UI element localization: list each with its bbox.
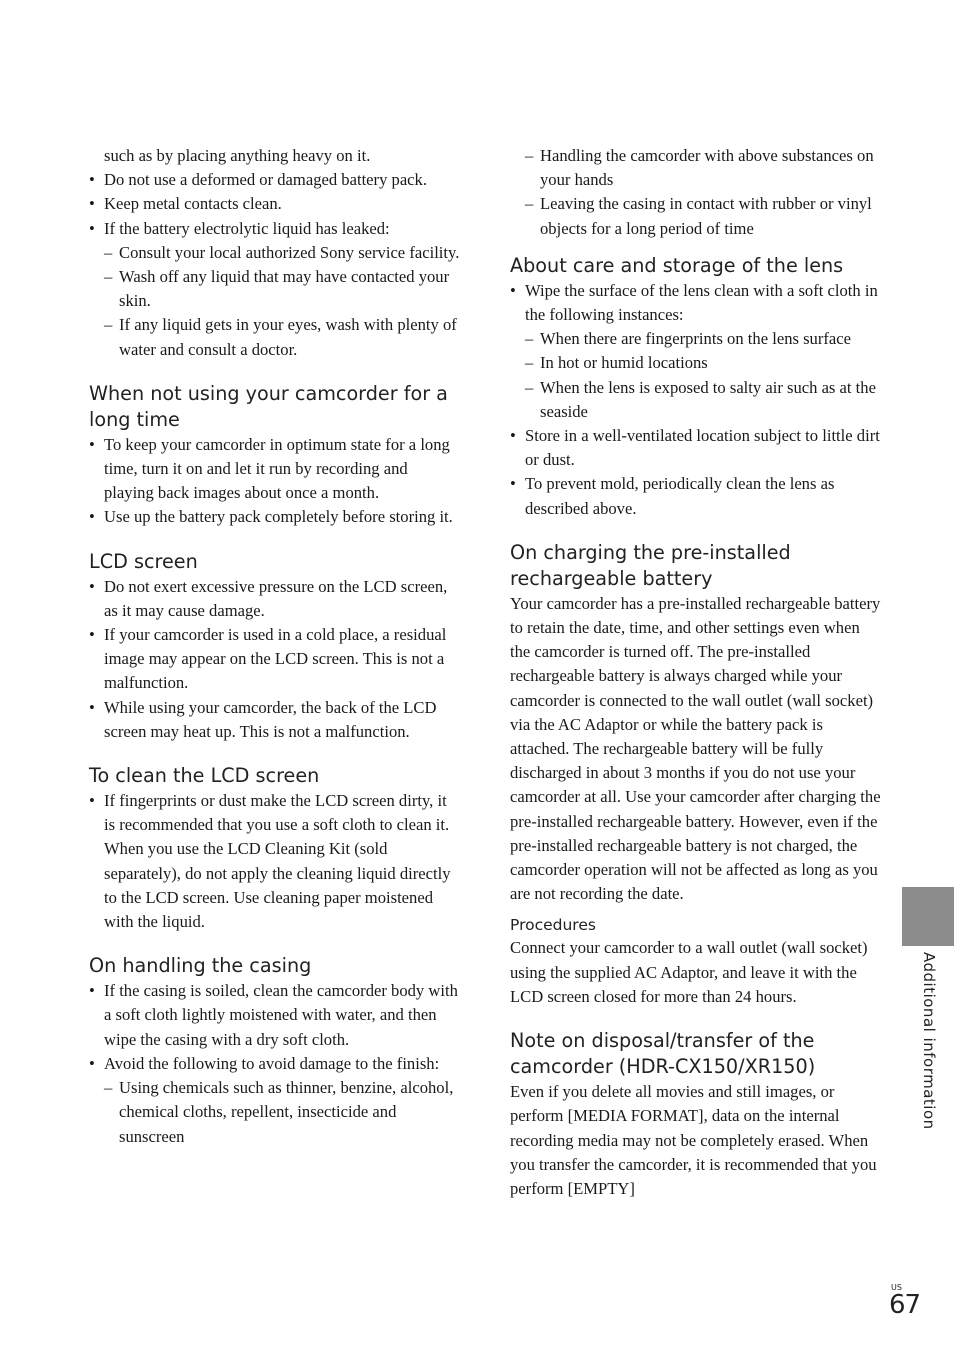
list-item: • Do not use a deformed or damaged battery pack. bbox=[89, 168, 461, 192]
procedures-heading: Procedures bbox=[510, 916, 596, 935]
region-code: US bbox=[891, 1283, 902, 1292]
sub-list-item: – Wash off any liquid that may have contacted your skin. bbox=[89, 265, 461, 313]
section-heading-charging: On charging the pre-installed rechargeable battery bbox=[510, 540, 791, 590]
list-item: • If your camcorder is used in a cold place, a residual image may appear on the LCD screen. This is not a malfunction. bbox=[89, 623, 461, 696]
list-item: • If the casing is soiled, clean the camcorder body with a soft cloth lightly moistened with water, and then wipe the casing with a dry soft cloth. bbox=[89, 979, 461, 1052]
section-heading-long-time: When not using your camcorder for a long time bbox=[89, 381, 448, 431]
sub-list-item: – Using chemicals such as thinner, benzine, alcohol, chemical cloths, repellent, insecticide and sunscreen bbox=[89, 1076, 461, 1149]
section-heading-lcd: LCD screen bbox=[89, 549, 198, 573]
list-item: • If fingerprints or dust make the LCD screen dirty, it is recommended that you use a soft cloth to clean it. When you use the LCD Cleaning Kit (sold separately), do not apply the cleaning liquid directly to the LCD screen. Use cleaning paper moistened with the liquid. bbox=[89, 789, 461, 934]
section-heading-disposal: Note on disposal/transfer of the camcorder (HDR-CX150/XR150) bbox=[510, 1029, 816, 1079]
charging-paragraph: Your camcorder has a pre-installed rechargeable battery to retain the date, time, and other settings even when the camcorder is turned off. The pre-installed rechargeable battery is always charged while your camcorder is connected to the wall outlet (wall socket) via the AC Adaptor or while the battery pack is attached. The rechargeable battery will be fully discharged in about 3 months if you do not use your camcorder at all. Use your camcorder after charging the pre-installed rechargeable battery. However, even if the pre-installed rechargeable battery is not charged, the camcorder operation will not be affected as long as you are not recording the date. bbox=[510, 593, 881, 904]
left-column bbox=[89, 144, 461, 1149]
list-item: • Do not exert excessive pressure on the LCD screen, as it may cause damage. bbox=[89, 575, 461, 623]
section-heading-clean-lcd: To clean the LCD screen bbox=[89, 764, 320, 788]
section-tab-marker bbox=[902, 887, 954, 946]
procedures-paragraph: Connect your camcorder to a wall outlet (wall socket) using the supplied AC Adaptor, and leave it with the LCD screen closed for more than 24 hours. bbox=[510, 938, 868, 1006]
right-column bbox=[510, 144, 882, 1201]
list-item: • Keep metal contacts clean. bbox=[89, 192, 461, 216]
section-heading-lens: About care and storage of the lens bbox=[510, 253, 844, 277]
list-item: • Avoid the following to avoid damage to the finish: bbox=[89, 1052, 461, 1076]
sub-list-item: – Leaving the casing in contact with rubber or vinyl objects for a long period of time bbox=[510, 192, 882, 240]
intro-continuation: such as by placing anything heavy on it. bbox=[104, 146, 371, 165]
list-item: • Store in a well-ventilated location subject to little dirt or dust. bbox=[510, 424, 882, 472]
sub-list-item: – Handling the camcorder with above substances on your hands bbox=[510, 144, 882, 192]
page-number: 67 bbox=[889, 1290, 921, 1320]
list-item: • While using your camcorder, the back of the LCD screen may heat up. This is not a malfunction. bbox=[89, 696, 461, 744]
sub-list-item: – If any liquid gets in your eyes, wash with plenty of water and consult a doctor. bbox=[89, 313, 461, 361]
list-item: • Use up the battery pack completely before storing it. bbox=[89, 505, 461, 529]
side-section-label: Additional information bbox=[920, 952, 938, 1130]
sub-list-item: – Consult your local authorized Sony service facility. bbox=[89, 241, 461, 265]
sub-list-item: – When the lens is exposed to salty air such as at the seaside bbox=[510, 376, 882, 424]
list-item: • To prevent mold, periodically clean the lens as described above. bbox=[510, 472, 882, 520]
section-heading-casing: On handling the casing bbox=[89, 954, 312, 978]
list-item: • If the battery electrolytic liquid has leaked: bbox=[89, 217, 461, 241]
disposal-paragraph: Even if you delete all movies and still images, or perform [MEDIA FORMAT], data on the internal recording media may not be completely erased. When you transfer the camcorder, it is recommended that you perform [EMPTY] bbox=[510, 1082, 877, 1198]
list-item: • Wipe the surface of the lens clean with a soft cloth in the following instances: bbox=[510, 279, 882, 327]
sub-list-item: – When there are fingerprints on the lens surface bbox=[510, 327, 882, 351]
list-item: • To keep your camcorder in optimum state for a long time, turn it on and let it run by recording and playing back images about once a month. bbox=[89, 433, 461, 506]
sub-list-item: – In hot or humid locations bbox=[510, 351, 882, 375]
